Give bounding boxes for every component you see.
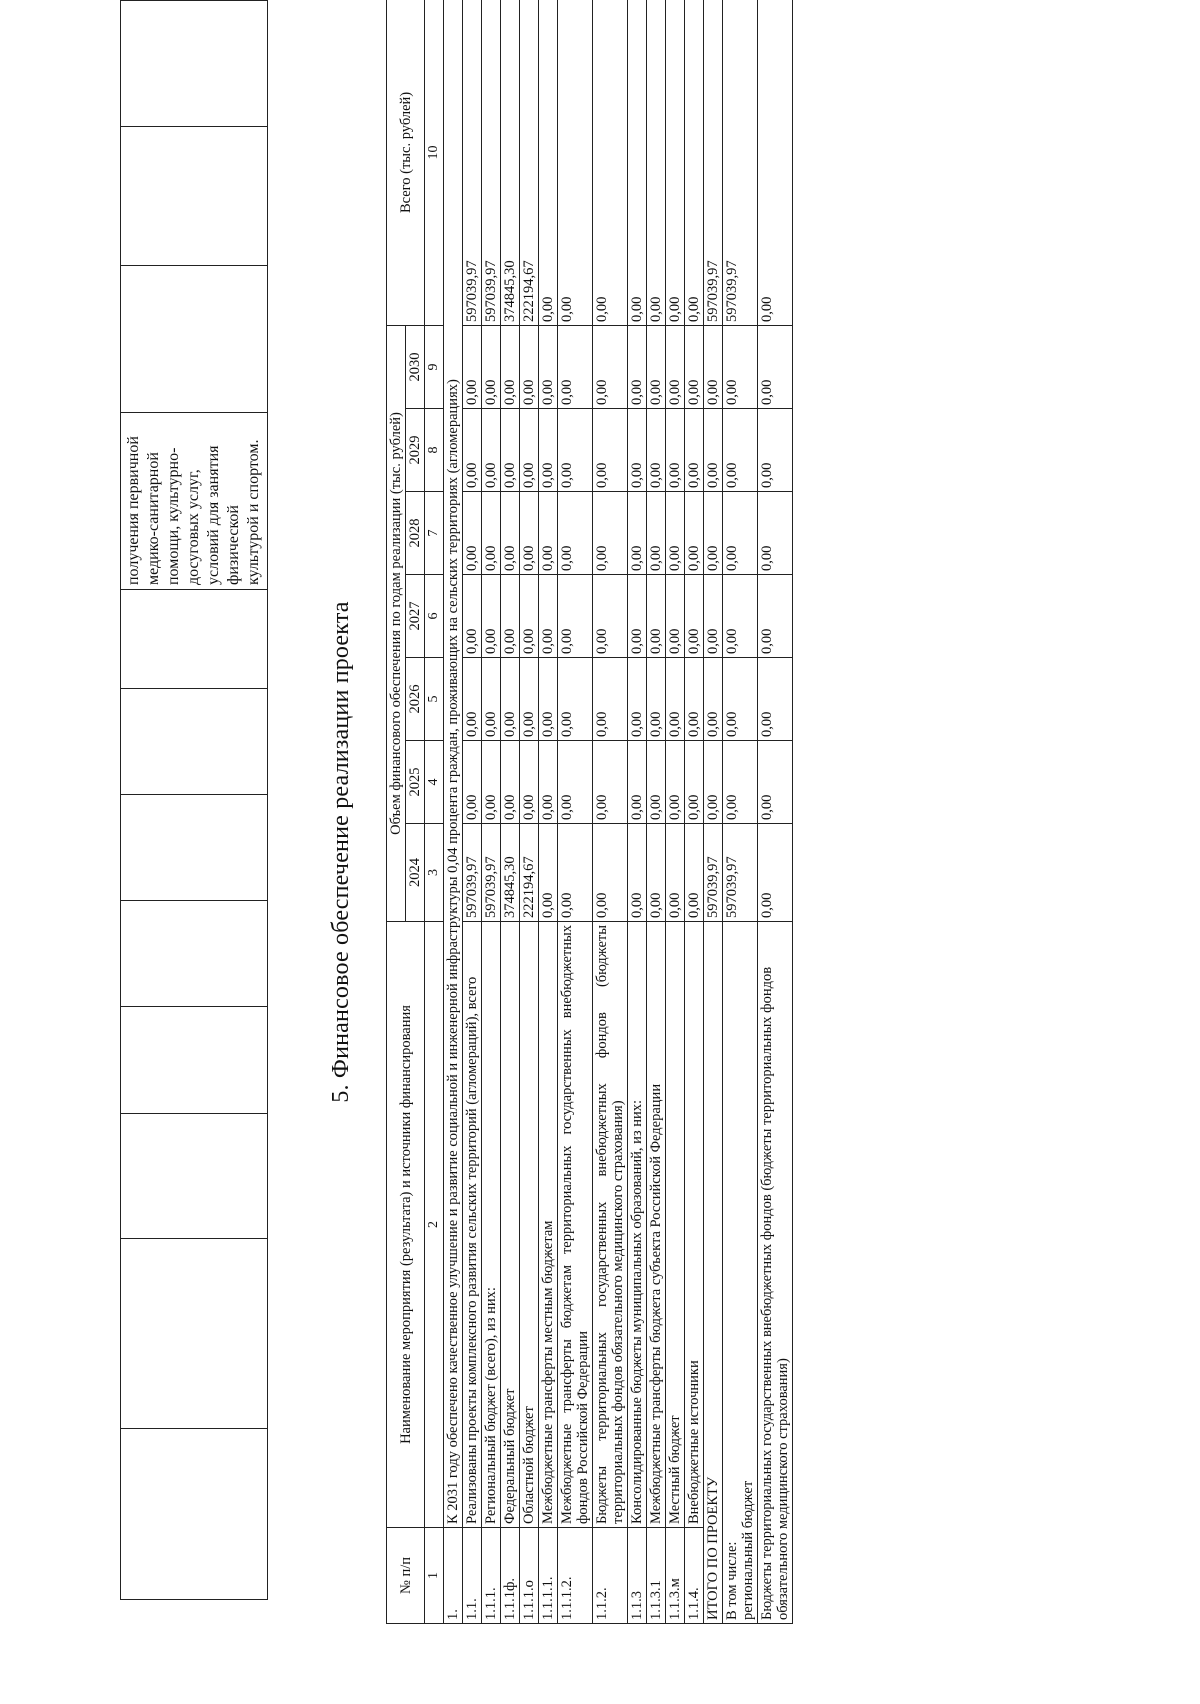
table-row xyxy=(647,0,666,1624)
row-value: 0,00 xyxy=(666,492,685,575)
row-value: 0,00 xyxy=(463,575,482,658)
table-row xyxy=(463,0,482,1624)
table-row xyxy=(666,0,685,1624)
table-cell-empty xyxy=(121,1113,268,1239)
row-value: 0,00 xyxy=(647,658,666,741)
row-value: 0,00 xyxy=(520,409,539,492)
summary-value: 0,00 xyxy=(758,325,793,408)
column-index: 7 xyxy=(425,492,444,575)
previous-table-fragment xyxy=(120,0,268,1600)
row-value: 0,00 xyxy=(647,824,666,922)
section-title: 5. Финансовое обеспечение реализации проекта xyxy=(328,601,354,1103)
row-name: Консолидированные бюджеты муниципальных образований, из них: xyxy=(628,922,647,1528)
row-value: 597039,97 xyxy=(463,824,482,922)
row-value: 0,00 xyxy=(501,325,520,408)
summary-total: 597039,97 xyxy=(723,0,758,325)
summary-value: 0,00 xyxy=(704,741,723,824)
row-value: 0,00 xyxy=(558,824,593,922)
row-value: 0,00 xyxy=(520,658,539,741)
table-cell-empty xyxy=(121,266,268,413)
row-num: 1.1.1ф. xyxy=(501,1528,520,1624)
table-row xyxy=(520,0,539,1624)
row-value: 0,00 xyxy=(501,658,520,741)
table-row xyxy=(501,0,520,1624)
column-index: 8 xyxy=(425,409,444,492)
summary-name: ИТОГО ПО ПРОЕКТУ xyxy=(704,922,723,1624)
summary-value: 597039,97 xyxy=(723,824,758,922)
summary-name: Бюджеты территориальных государственных внебюджетных фондов (бюджеты территориальных фондов обязательного медицинского страхования) xyxy=(758,922,793,1624)
row-value: 0,00 xyxy=(558,325,593,408)
row-value: 0,00 xyxy=(593,409,628,492)
row-value: 0,00 xyxy=(593,741,628,824)
summary-value: 0,00 xyxy=(758,409,793,492)
row-total: 0,00 xyxy=(539,0,558,325)
row-name: Бюджеты территориальных государственных внебюджетных фондов (бюджеты территориальных фондов обязательного медицинского страхования) xyxy=(593,922,628,1528)
row-num: 1.1.1.1. xyxy=(539,1528,558,1624)
table-row xyxy=(558,0,593,1624)
row-total: 222194,67 xyxy=(520,0,539,325)
previous-table-text-cell: получения первичной медико-санитарной помощи, культурно- досуговых услуг, условий для занятия физической культурой и спортом. xyxy=(121,413,268,590)
row-value: 0,00 xyxy=(539,492,558,575)
row-num: 1.1. xyxy=(463,1528,482,1624)
goal-row xyxy=(444,0,463,1624)
row-value: 0,00 xyxy=(628,658,647,741)
row-value: 0,00 xyxy=(666,575,685,658)
row-value: 0,00 xyxy=(628,409,647,492)
table-cell-empty xyxy=(121,126,268,265)
row-value: 0,00 xyxy=(647,575,666,658)
row-num: 1.1.1.2. xyxy=(558,1528,593,1624)
summary-value: 0,00 xyxy=(723,492,758,575)
header-volume: Объем финансового обеспечения по годам реализации (тыс. рублей) xyxy=(387,325,406,921)
row-value: 0,00 xyxy=(539,575,558,658)
row-name: Федеральный бюджет xyxy=(501,922,520,1528)
row-total: 597039,97 xyxy=(463,0,482,325)
row-value: 0,00 xyxy=(482,575,501,658)
row-value: 0,00 xyxy=(520,575,539,658)
row-value: 0,00 xyxy=(520,741,539,824)
row-value: 0,00 xyxy=(539,409,558,492)
column-index: 6 xyxy=(425,575,444,658)
row-name: Реализованы проекты комплексного развития сельских территорий (агломераций), всего xyxy=(463,922,482,1528)
row-total: 0,00 xyxy=(628,0,647,325)
table-cell-empty xyxy=(121,1,268,127)
row-value: 0,00 xyxy=(666,658,685,741)
table-cell-empty xyxy=(121,794,268,900)
row-value: 0,00 xyxy=(628,824,647,922)
row-num: 1.1.1.о xyxy=(520,1528,539,1624)
table-row xyxy=(685,0,704,1624)
row-num: 1.1.3 xyxy=(628,1528,647,1624)
row-value: 0,00 xyxy=(593,325,628,408)
row-name: Межбюджетные трансферты бюджетам территориальных государственных внебюджетных фондов Российской Федерации xyxy=(558,922,593,1528)
header-year: 2024 xyxy=(406,824,425,922)
summary-row xyxy=(758,0,793,1624)
table-row xyxy=(628,0,647,1624)
header-name: Наименование мероприятия (результата) и источники финансирования xyxy=(387,922,425,1528)
table-cell-empty xyxy=(121,1239,268,1429)
header-year: 2028 xyxy=(406,492,425,575)
header-year: 2027 xyxy=(406,575,425,658)
row-value: 0,00 xyxy=(558,492,593,575)
header-year: 2025 xyxy=(406,741,425,824)
row-num: 1.1.1. xyxy=(482,1528,501,1624)
row-value: 0,00 xyxy=(501,492,520,575)
header-year: 2030 xyxy=(406,325,425,408)
summary-row xyxy=(723,0,758,1624)
row-value: 222194,67 xyxy=(520,824,539,922)
row-value: 0,00 xyxy=(501,575,520,658)
row-value: 0,00 xyxy=(558,409,593,492)
row-value: 0,00 xyxy=(647,492,666,575)
row-total: 0,00 xyxy=(558,0,593,325)
summary-value: 0,00 xyxy=(758,741,793,824)
row-value: 0,00 xyxy=(539,824,558,922)
column-index: 2 xyxy=(425,922,444,1528)
goal-text: К 2031 году обеспечено качественное улучшение и развитие социальной и инженерной инфраструктуры 0,04 процента граждан, проживающих на сельских территориях (агломерациях) xyxy=(444,0,463,1528)
row-value: 0,00 xyxy=(666,325,685,408)
table-row xyxy=(593,0,628,1624)
column-index: 9 xyxy=(425,325,444,408)
row-value: 0,00 xyxy=(558,658,593,741)
row-value: 0,00 xyxy=(463,325,482,408)
table-cell-empty xyxy=(121,688,268,794)
row-total: 374845,30 xyxy=(501,0,520,325)
row-num: 1.1.3.м xyxy=(666,1528,685,1624)
summary-value: 0,00 xyxy=(758,575,793,658)
table-row xyxy=(539,0,558,1624)
table-row xyxy=(482,0,501,1624)
row-value: 0,00 xyxy=(482,492,501,575)
row-value: 0,00 xyxy=(628,492,647,575)
row-value: 0,00 xyxy=(685,658,704,741)
row-value: 0,00 xyxy=(482,741,501,824)
row-value: 0,00 xyxy=(628,325,647,408)
row-value: 374845,30 xyxy=(501,824,520,922)
row-total: 0,00 xyxy=(593,0,628,325)
row-name: Местный бюджет xyxy=(666,922,685,1528)
row-value: 0,00 xyxy=(647,409,666,492)
row-value: 0,00 xyxy=(685,325,704,408)
table-cell-empty xyxy=(121,1429,268,1600)
row-value: 0,00 xyxy=(593,575,628,658)
row-value: 0,00 xyxy=(520,325,539,408)
row-value: 0,00 xyxy=(685,409,704,492)
row-value: 597039,97 xyxy=(482,824,501,922)
summary-value: 0,00 xyxy=(758,492,793,575)
header-num: № п/п xyxy=(387,1528,425,1624)
summary-row xyxy=(704,0,723,1624)
summary-total: 597039,97 xyxy=(704,0,723,325)
table-cell-empty xyxy=(121,1007,268,1113)
row-value: 0,00 xyxy=(628,741,647,824)
row-num: 1.1.4. xyxy=(685,1528,704,1624)
summary-total: 0,00 xyxy=(758,0,793,325)
financing-table-body xyxy=(444,0,793,1624)
row-value: 0,00 xyxy=(685,824,704,922)
row-name: Межбюджетные трансферты местным бюджетам xyxy=(539,922,558,1528)
column-index: 10 xyxy=(425,0,444,325)
summary-value: 0,00 xyxy=(723,409,758,492)
header-year: 2029 xyxy=(406,409,425,492)
row-value: 0,00 xyxy=(647,325,666,408)
row-value: 0,00 xyxy=(520,492,539,575)
row-value: 0,00 xyxy=(501,741,520,824)
row-total: 597039,97 xyxy=(482,0,501,325)
table-cell-empty xyxy=(121,901,268,1007)
row-value: 0,00 xyxy=(558,741,593,824)
row-value: 0,00 xyxy=(666,824,685,922)
row-total: 0,00 xyxy=(666,0,685,325)
summary-value: 0,00 xyxy=(758,658,793,741)
row-value: 0,00 xyxy=(463,658,482,741)
header-year: 2026 xyxy=(406,658,425,741)
row-value: 0,00 xyxy=(666,741,685,824)
row-value: 0,00 xyxy=(628,575,647,658)
header-row xyxy=(387,0,406,1624)
row-name: Областной бюджет xyxy=(520,922,539,1528)
summary-name: В том числе: региональный бюджет xyxy=(723,922,758,1624)
row-value: 0,00 xyxy=(647,741,666,824)
row-value: 0,00 xyxy=(501,409,520,492)
row-value: 0,00 xyxy=(463,492,482,575)
summary-value: 597039,97 xyxy=(704,824,723,922)
column-index: 4 xyxy=(425,741,444,824)
row-value: 0,00 xyxy=(463,741,482,824)
summary-value: 0,00 xyxy=(723,658,758,741)
row-value: 0,00 xyxy=(539,741,558,824)
row-value: 0,00 xyxy=(685,575,704,658)
row-value: 0,00 xyxy=(593,658,628,741)
row-value: 0,00 xyxy=(666,409,685,492)
row-value: 0,00 xyxy=(539,658,558,741)
summary-value: 0,00 xyxy=(723,325,758,408)
summary-value: 0,00 xyxy=(704,325,723,408)
row-value: 0,00 xyxy=(539,325,558,408)
row-total: 0,00 xyxy=(685,0,704,325)
summary-value: 0,00 xyxy=(704,575,723,658)
row-value: 0,00 xyxy=(558,575,593,658)
goal-num: 1. xyxy=(444,1528,463,1624)
row-value: 0,00 xyxy=(593,824,628,922)
row-name: Межбюджетные трансферты бюджета субъекта Российской Федерации xyxy=(647,922,666,1528)
row-name: Внебюджетные источники xyxy=(685,922,704,1528)
row-value: 0,00 xyxy=(482,409,501,492)
summary-value: 0,00 xyxy=(704,658,723,741)
row-num: 1.1.2. xyxy=(593,1528,628,1624)
summary-value: 0,00 xyxy=(704,492,723,575)
column-index: 3 xyxy=(425,824,444,922)
row-value: 0,00 xyxy=(482,325,501,408)
column-index: 1 xyxy=(425,1528,444,1624)
row-value: 0,00 xyxy=(685,741,704,824)
summary-value: 0,00 xyxy=(704,409,723,492)
header-total: Всего (тыс. рублей) xyxy=(387,0,425,325)
row-num: 1.1.3.1 xyxy=(647,1528,666,1624)
summary-value: 0,00 xyxy=(723,741,758,824)
previous-table-row xyxy=(121,1,268,1600)
row-name: Региональный бюджет (всего), из них: xyxy=(482,922,501,1528)
row-value: 0,00 xyxy=(685,492,704,575)
row-value: 0,00 xyxy=(463,409,482,492)
summary-value: 0,00 xyxy=(758,824,793,922)
row-value: 0,00 xyxy=(593,492,628,575)
summary-value: 0,00 xyxy=(723,575,758,658)
row-total: 0,00 xyxy=(647,0,666,325)
column-index: 5 xyxy=(425,658,444,741)
row-value: 0,00 xyxy=(482,658,501,741)
table-cell-empty xyxy=(121,590,268,689)
column-index-row xyxy=(425,0,444,1624)
financing-table xyxy=(386,0,793,1624)
